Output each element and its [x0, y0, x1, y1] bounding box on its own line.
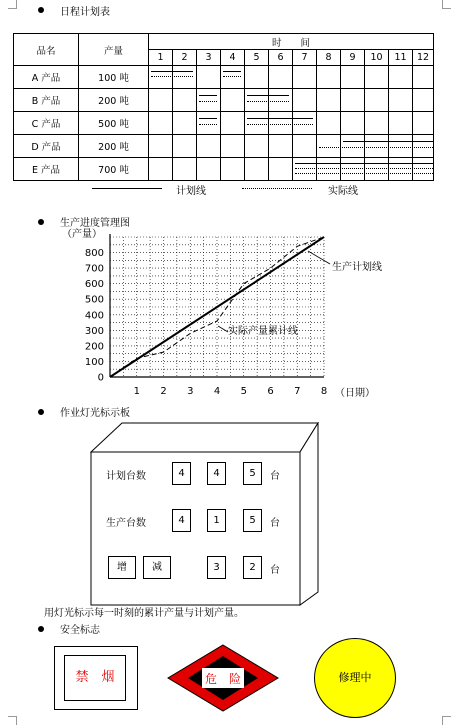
lamp-produced-2: 1 — [207, 509, 226, 532]
time-cell — [341, 112, 365, 135]
board-caption: 用灯光标示每一时刻的累计产量与计划产量。 — [44, 608, 244, 619]
x-tick-label: 8 — [320, 386, 328, 397]
time-cell — [413, 89, 434, 112]
board-label-produced: 生产台数 — [106, 518, 146, 529]
product-qty: 500 吨 — [79, 112, 149, 135]
product-qty: 200 吨 — [79, 89, 149, 112]
time-cell — [365, 112, 389, 135]
month-header-11: 11 — [389, 50, 413, 66]
bullet — [38, 409, 44, 415]
time-cell — [149, 112, 173, 135]
product-name: B 产品 — [14, 89, 79, 112]
table-row — [14, 158, 434, 181]
time-cell — [197, 89, 221, 112]
time-cell — [293, 135, 317, 158]
product-name: A 产品 — [14, 66, 79, 89]
actual-annotation-leader — [218, 326, 228, 332]
time-cell — [173, 66, 197, 89]
time-cell — [173, 135, 197, 158]
x-tick-label: 4 — [213, 386, 221, 397]
time-cell — [245, 112, 269, 135]
month-header-8: 8 — [317, 50, 341, 66]
lamp-produced-3: 5 — [243, 509, 262, 532]
month-header-7: 7 — [293, 50, 317, 66]
lamp-plan-3: 5 — [243, 462, 262, 485]
product-qty: 700 吨 — [79, 158, 149, 181]
time-cell — [173, 158, 197, 181]
time-cell — [245, 89, 269, 112]
schedule-table — [13, 33, 434, 181]
time-cell — [269, 89, 293, 112]
time-cell — [365, 158, 389, 181]
lamp-adjust-1: 3 — [207, 556, 226, 579]
month-header-2: 2 — [173, 50, 197, 66]
time-cell — [149, 135, 173, 158]
time-cell — [317, 66, 341, 89]
month-header-4: 4 — [221, 50, 245, 66]
lamp-adjust-2: 2 — [243, 556, 262, 579]
time-cell — [245, 66, 269, 89]
lamp-produced-1: 4 — [172, 509, 191, 532]
table-row — [14, 66, 434, 89]
x-axis-label: （日期） — [335, 388, 375, 399]
time-cell — [245, 135, 269, 158]
time-cell — [365, 66, 389, 89]
month-header-9: 9 — [341, 50, 365, 66]
y-tick-label: 200 — [84, 341, 104, 353]
table-row — [14, 89, 434, 112]
corner-mark — [442, 716, 451, 725]
time-cell — [317, 112, 341, 135]
header-quantity: 产量 — [79, 34, 149, 66]
x-tick-label: 3 — [187, 386, 194, 397]
board-unit-adjust: 台 — [270, 565, 280, 576]
time-cell — [389, 158, 413, 181]
month-header-3: 3 — [197, 50, 221, 66]
y-tick-label: 0 — [97, 372, 104, 384]
time-cell — [149, 89, 173, 112]
month-header-12: 12 — [413, 50, 434, 66]
time-cell — [197, 66, 221, 89]
time-cell — [365, 89, 389, 112]
time-cell — [293, 66, 317, 89]
table-row — [14, 135, 434, 158]
time-cell — [389, 66, 413, 89]
header-time: 时 间 — [149, 34, 434, 50]
time-cell — [317, 158, 341, 181]
y-tick-label: 100 — [84, 356, 104, 368]
board-unit-plan: 台 — [270, 471, 280, 482]
x-tick-label: 1 — [133, 386, 140, 397]
time-cell — [389, 112, 413, 135]
legend-actual-line — [242, 188, 312, 189]
legend-plan-label: 计划线 — [176, 186, 206, 197]
product-name: C 产品 — [14, 112, 79, 135]
table-row — [14, 112, 434, 135]
lamp-plan-1: 4 — [172, 462, 191, 485]
time-cell — [269, 112, 293, 135]
time-cell — [317, 135, 341, 158]
time-cell — [221, 89, 245, 112]
section-title-safety: 安全标志 — [60, 625, 100, 636]
time-cell — [149, 66, 173, 89]
product-name: D 产品 — [14, 135, 79, 158]
time-cell — [341, 158, 365, 181]
time-cell — [365, 135, 389, 158]
time-cell — [269, 66, 293, 89]
time-cell — [317, 89, 341, 112]
month-header-5: 5 — [245, 50, 269, 66]
product-qty: 200 吨 — [79, 135, 149, 158]
time-cell — [149, 158, 173, 181]
time-cell — [389, 89, 413, 112]
time-cell — [197, 158, 221, 181]
decrease-button[interactable]: 减 — [143, 556, 171, 579]
time-cell — [173, 89, 197, 112]
y-tick-label: 300 — [84, 325, 104, 337]
month-header-1: 1 — [149, 50, 173, 66]
product-qty: 100 吨 — [79, 66, 149, 89]
month-header-6: 6 — [269, 50, 293, 66]
danger-text: 危 险 — [204, 672, 242, 686]
time-cell — [221, 66, 245, 89]
legend-plan-line — [92, 188, 162, 189]
time-cell — [293, 89, 317, 112]
time-cell — [413, 135, 434, 158]
time-cell — [341, 66, 365, 89]
y-tick-label: 700 — [84, 263, 104, 275]
progress-chart — [0, 224, 459, 404]
time-cell — [269, 158, 293, 181]
time-cell — [341, 89, 365, 112]
no-smoking-text: 禁 烟 — [64, 655, 126, 701]
bullet — [38, 7, 44, 13]
section-title-schedule: 日程计划表 — [60, 7, 110, 18]
increase-button[interactable]: 增 — [108, 556, 136, 579]
section-title-progress: 生产进度管理图 — [60, 218, 130, 229]
time-cell — [413, 66, 434, 89]
y-axis-label: （产量） — [62, 229, 102, 240]
x-tick-label: 7 — [294, 386, 301, 397]
time-cell — [221, 112, 245, 135]
time-cell — [245, 158, 269, 181]
time-cell — [389, 135, 413, 158]
x-tick-label: 5 — [240, 386, 247, 397]
plan-annotation: 生产计划线 — [332, 262, 382, 273]
time-cell — [293, 158, 317, 181]
y-tick-label: 800 — [84, 248, 104, 260]
no-smoking-sign — [54, 646, 138, 710]
legend-actual-label: 实际线 — [328, 186, 358, 197]
y-tick-label: 500 — [84, 294, 104, 306]
plan-annotation-leader — [308, 251, 330, 264]
corner-mark — [8, 0, 17, 9]
time-cell — [221, 135, 245, 158]
time-cell — [221, 158, 245, 181]
section-title-board: 作业灯光标示板 — [60, 408, 130, 419]
bullet — [38, 626, 44, 632]
x-tick-label: 2 — [160, 386, 167, 397]
time-cell — [173, 112, 197, 135]
corner-mark — [442, 0, 451, 9]
x-tick-label: 6 — [267, 386, 274, 397]
time-cell — [293, 112, 317, 135]
y-tick-label: 600 — [84, 279, 104, 291]
actual-annotation: 实际产量累计线 — [228, 326, 298, 337]
time-cell — [413, 158, 434, 181]
repair-sign: 修理中 — [314, 638, 396, 718]
time-cell — [341, 135, 365, 158]
month-header-10: 10 — [365, 50, 389, 66]
header-product: 品名 — [14, 34, 79, 66]
time-cell — [197, 135, 221, 158]
corner-mark — [8, 716, 17, 725]
time-cell — [197, 112, 221, 135]
time-cell — [269, 135, 293, 158]
board-unit-produced: 台 — [270, 518, 280, 529]
board-label-plan: 计划台数 — [106, 471, 146, 482]
lamp-plan-2: 4 — [207, 462, 226, 485]
product-name: E 产品 — [14, 158, 79, 181]
time-cell — [413, 112, 434, 135]
danger-sign — [166, 644, 280, 712]
y-tick-label: 400 — [84, 310, 104, 322]
